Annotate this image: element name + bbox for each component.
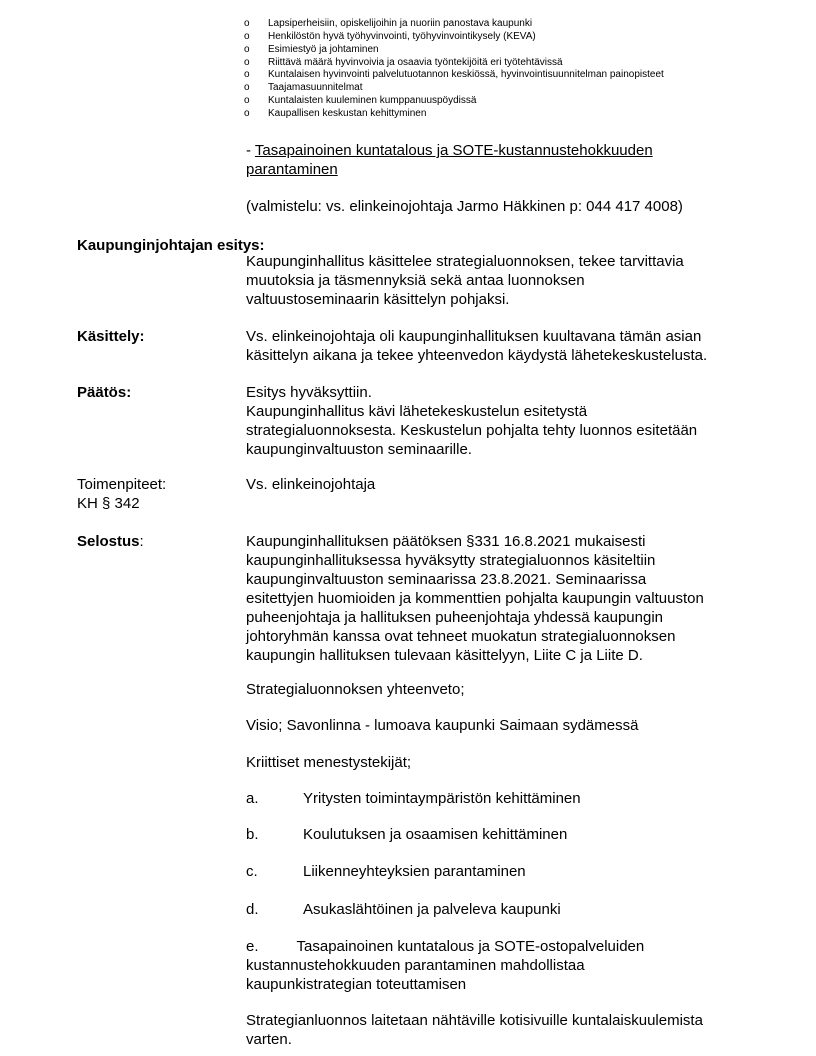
bullet-item: Kaupallisen keskustan kehittyminen xyxy=(268,108,427,119)
actions-label xyxy=(77,475,166,513)
factor-text: Koulutuksen ja osaamisen kehittäminen xyxy=(303,826,568,843)
handling-text xyxy=(246,327,707,365)
description-line: Kaupunginhallituksen päätöksen §331 16.8.2021 mukaisesti xyxy=(246,533,646,550)
closing-line: varten. xyxy=(246,1031,292,1048)
factor-text: Tasapainoinen kuntatalous ja SOTE-ostopalveluiden xyxy=(296,938,645,955)
factor-letter: d. xyxy=(246,901,259,918)
description-label-colon: : xyxy=(139,533,144,550)
description-label-text: Selostus xyxy=(77,533,140,550)
proposal-line: valtuustoseminaarin käsittelyn pohjaksi. xyxy=(246,291,510,308)
decision-line: Kaupunginhallitus kävi lähetekeskustelun esitetystä xyxy=(246,403,588,420)
actions-value: Vs. elinkeinojohtaja xyxy=(246,476,376,493)
closing-line: Strategianluonnos laitetaan nähtäville kotisivuille kuntalaiskuulemista xyxy=(246,1012,703,1029)
proposal-line: Kaupunginhallitus käsittelee strategialuonnoksen, tekee tarvittavia xyxy=(246,253,684,270)
bullet-mark: o xyxy=(244,18,250,29)
closing-paragraph xyxy=(246,1011,703,1049)
goal-heading xyxy=(246,141,653,179)
decision-label: Päätös: xyxy=(77,384,132,401)
bullet-item: Esimiestyö ja johtaminen xyxy=(268,44,379,55)
bullet-item: Taajamasuunnitelmat xyxy=(268,82,363,93)
handling-line: Vs. elinkeinojohtaja oli kaupunginhallituksen kuultavana tämän asian xyxy=(246,328,702,345)
goal-dash: - xyxy=(246,142,255,159)
bullet-mark: o xyxy=(244,57,250,68)
vision-statement: Visio; Savonlinna - lumoava kaupunki Saimaan sydämessä xyxy=(246,717,639,734)
decision-line: strategialuonnoksesta. Keskustelun pohjalta tehty luonnos esitetään xyxy=(246,422,698,439)
factor-text: Asukaslähtöinen ja palveleva kaupunki xyxy=(303,901,561,918)
factor-text: Yritysten toimintaympäristön kehittäminen xyxy=(303,790,581,807)
decision-text xyxy=(246,383,697,459)
handling-line: käsittelyn aikana ja tekee yhteenvedon käydystä lähetekeskustelusta. xyxy=(246,347,708,364)
factor-e xyxy=(246,937,644,994)
bullet-mark: o xyxy=(244,108,250,119)
description-line: esitettyjen huomioiden ja kommenttien pohjalta kaupungin valtuuston xyxy=(246,590,704,607)
proposal-line: muutoksia ja täsmennyksiä sekä antaa luonnoksen xyxy=(246,272,585,289)
handling-label: Käsittely: xyxy=(77,328,145,345)
preparation-note: (valmistelu: vs. elinkeinojohtaja Jarmo Häkkinen p: 044 417 4008) xyxy=(246,198,683,215)
factor-letter: c. xyxy=(246,863,258,880)
factor-letter: a. xyxy=(246,790,259,807)
description-line: kaupungin hallituksen tulevaan käsittelyyn, Liite C ja Liite D. xyxy=(246,647,643,664)
bullet-mark: o xyxy=(244,69,250,80)
bullet-item: Kuntalaisten kuuleminen kumppanuuspöydissä xyxy=(268,95,477,106)
description-line: puheenjohtaja ja hallituksen puheenjohtaja yhdessä kaupungin xyxy=(246,609,663,626)
bullet-mark: o xyxy=(244,95,250,106)
goal-title-line1: Tasapainoinen kuntatalous ja SOTE-kustannustehokkuuden xyxy=(254,142,653,159)
description-text xyxy=(246,532,704,665)
bullet-item: Henkilöstön hyvä työhyvinvointi, työhyvinvointikysely (KEVA) xyxy=(268,31,536,42)
bullet-mark: o xyxy=(244,82,250,93)
proposal-text xyxy=(246,252,684,309)
factor-letter: b. xyxy=(246,826,259,843)
proposal-label: Kaupunginjohtajan esitys: xyxy=(77,237,265,254)
factor-letter: e. xyxy=(246,938,259,955)
factor-text: kustannustehokkuuden parantaminen mahdollistaa xyxy=(246,957,585,974)
factor-text: kaupunkistrategian toteuttamisen xyxy=(246,976,467,993)
bullet-item: Riittävä määrä hyvinvoivia ja osaavia työntekijöitä eri työtehtävissä xyxy=(268,57,563,68)
summary-heading: Strategialuonnoksen yhteenveto; xyxy=(246,681,465,698)
goal-title-line2: parantaminen xyxy=(246,161,338,178)
description-line: kaupunginvaltuuston seminaarissa 23.8.2021. Seminaarissa xyxy=(246,571,647,588)
bullet-mark: o xyxy=(244,44,250,55)
success-factors-heading: Kriittiset menestystekijät; xyxy=(246,754,412,771)
decision-line: Esitys hyväksyttiin. xyxy=(246,384,372,401)
factor-text: Liikenneyhteyksien parantaminen xyxy=(303,863,526,880)
bullet-mark: o xyxy=(244,31,250,42)
bullet-item: Lapsiperheisiin, opiskelijoihin ja nuoriin panostava kaupunki xyxy=(268,18,533,29)
actions-label-line: Toimenpiteet: xyxy=(77,476,167,493)
description-line: kaupunginhallituksessa hyväksytty strategialuonnos käsiteltiin xyxy=(246,552,656,569)
bullet-item: Kuntalaisen hyvinvointi palvelutuotannon keskiössä, hyvinvointisuunnitelman painopisteet xyxy=(268,69,664,80)
decision-line: kaupunginvaltuuston seminaarille. xyxy=(246,441,472,458)
description-line: johtoryhmän kanssa ovat tehneet muokatun strategialuonnoksen xyxy=(246,628,676,645)
description-label xyxy=(77,532,144,551)
section-reference: KH § 342 xyxy=(77,495,140,512)
